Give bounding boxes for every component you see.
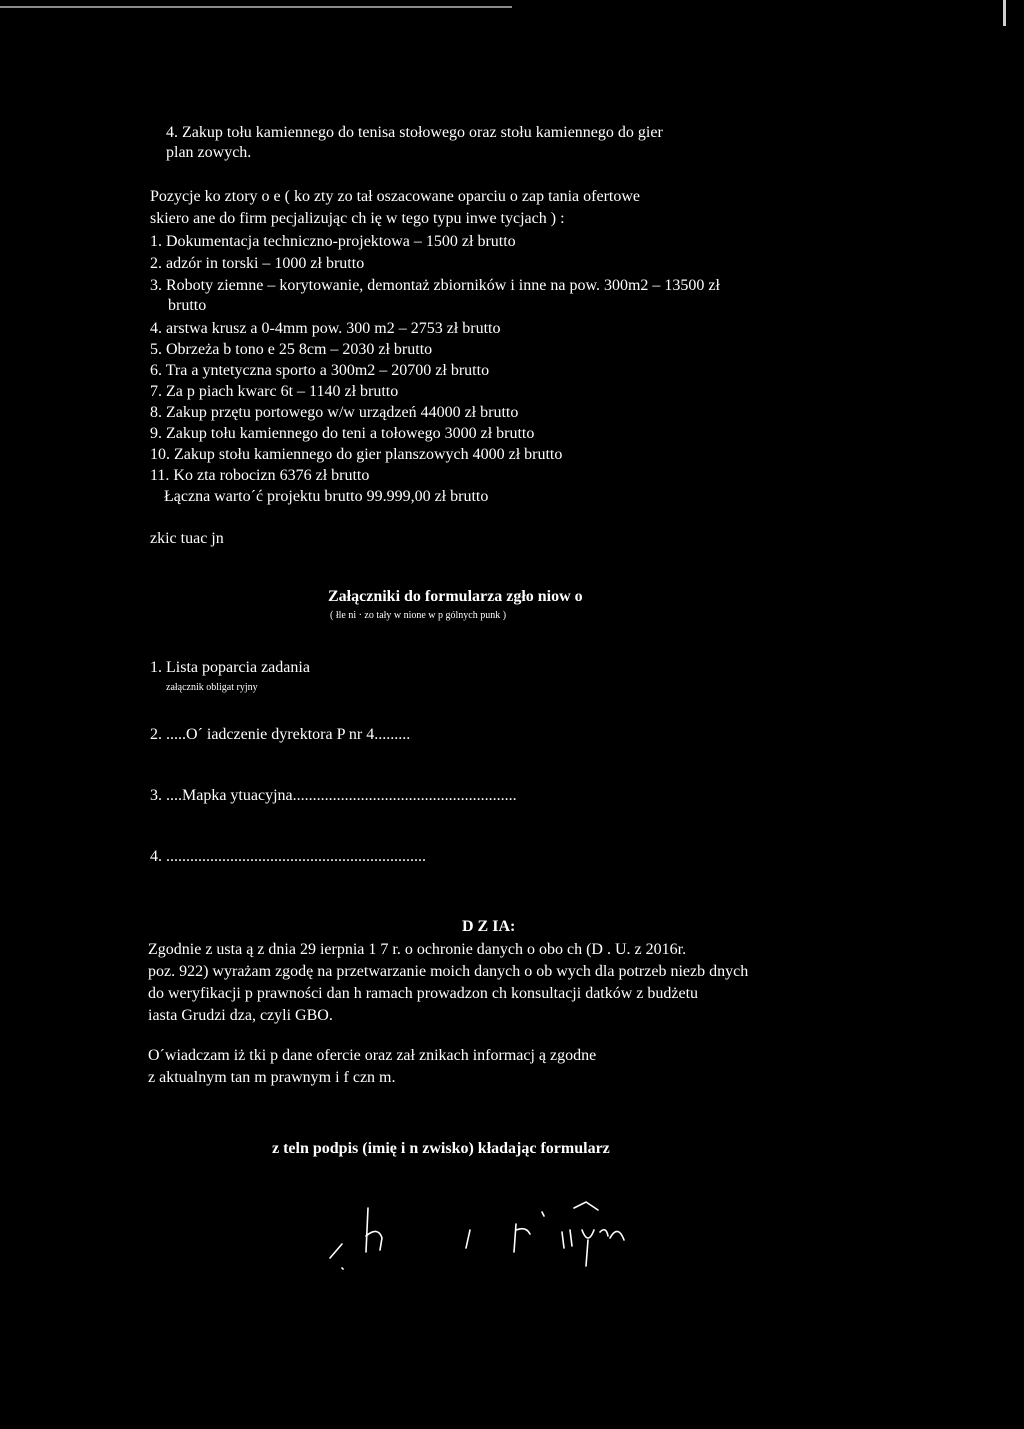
- scan-edge-top: [0, 6, 512, 8]
- attachments-subtitle: ( łle ni · zo tały w nione w p gólnych punk ): [330, 610, 507, 621]
- cost-item-4: 4. arstwa krusz a 0-4mm pow. 300 m2 – 2753 zł brutto: [150, 320, 501, 337]
- item-4-heading-line2: plan zowych.: [166, 144, 252, 161]
- cost-item-9: 9. Zakup tołu kamiennego do teni a tołowego 3000 zł brutto: [150, 425, 535, 442]
- cost-item-1: 1. Dokumentacja techniczno-projektowa – 1500 zł brutto: [150, 233, 516, 250]
- handwritten-signature: [320, 1190, 650, 1270]
- cost-item-10: 10. Zakup stołu kamiennego do gier planszowych 4000 zł brutto: [150, 446, 563, 463]
- cost-item-3-cont: brutto: [168, 297, 207, 314]
- consent-line4: iasta Grudzi dza, czyli GBO.: [148, 1007, 333, 1024]
- attachment-1: 1. Lista poparcia zadania: [150, 659, 310, 676]
- attachment-1-note: załącznik obligat ryjny: [166, 682, 258, 693]
- cost-item-11: 11. Ko zta robocizn 6376 zł brutto: [150, 467, 370, 484]
- cost-item-8: 8. Zakup przętu portowego w/w urządzeń 44000 zł brutto: [150, 404, 519, 421]
- statement-line1: O´wiadczam iż tki p dane ofercie oraz zał znikach informacj ą zgodne: [148, 1047, 597, 1064]
- consent-line3: do weryfikacji p prawności dan h ramach prowadzon ch konsultacji datków z budżetu: [148, 985, 699, 1002]
- cost-item-7: 7. Za p piach kwarc 6t – 1140 zł brutto: [150, 383, 399, 400]
- cost-item-5: 5. Obrzeża b tono e 25 8cm – 2030 zł brutto: [150, 341, 433, 358]
- sketch-label: zkic tuac jn: [150, 530, 224, 547]
- attachment-3: 3. ....Mapka ytuacyjna........................................................: [150, 787, 517, 804]
- attachment-2: 2. .....O´ iadczenie dyrektora P nr 4.........: [150, 726, 411, 743]
- item-4-heading-line1: 4. Zakup tołu kamiennego do tenisa stołowego oraz stołu kamiennego do gier: [166, 124, 663, 141]
- intro-line2: skiero ane do firm pecjalizując ch ię w tego typu inwe tycjach ) :: [150, 210, 565, 227]
- intro-line1: Pozycje ko ztory o e ( ko zty zo tał oszacowane oparciu o zap tania ofertowe: [150, 188, 641, 205]
- attachments-title: Załączniki do formularza zgło niow o: [328, 588, 583, 605]
- total-value: Łączna warto´ć projektu brutto 99.999,00 zł brutto: [164, 488, 489, 505]
- statement-line2: z aktualnym tan m prawnym i f czn m.: [148, 1069, 396, 1086]
- consent-title: D Z IA:: [462, 918, 516, 935]
- cost-item-3: 3. Roboty ziemne – korytowanie, demontaż zbiorników i inne na pow. 300m2 – 13500 zł: [150, 277, 720, 294]
- consent-line1: Zgodnie z usta ą z dnia 29 ierpnia 1 7 r. o ochronie danych o obo ch (D . U. z 2016r.: [148, 941, 687, 958]
- signature-label: z teln podpis (imię i n zwisko) kładając formularz: [272, 1140, 610, 1157]
- attachment-4: 4. .................................................................: [150, 848, 426, 865]
- cost-item-2: 2. adzór in torski – 1000 zł brutto: [150, 255, 365, 272]
- cost-item-6: 6. Tra a yntetyczna sporto a 300m2 – 20700 zł brutto: [150, 362, 490, 379]
- consent-line2: poz. 922) wyrażam zgodę na przetwarzanie moich danych o ob wych dla potrzeb niezb dnych: [148, 963, 749, 980]
- scan-edge-right: [1003, 0, 1006, 26]
